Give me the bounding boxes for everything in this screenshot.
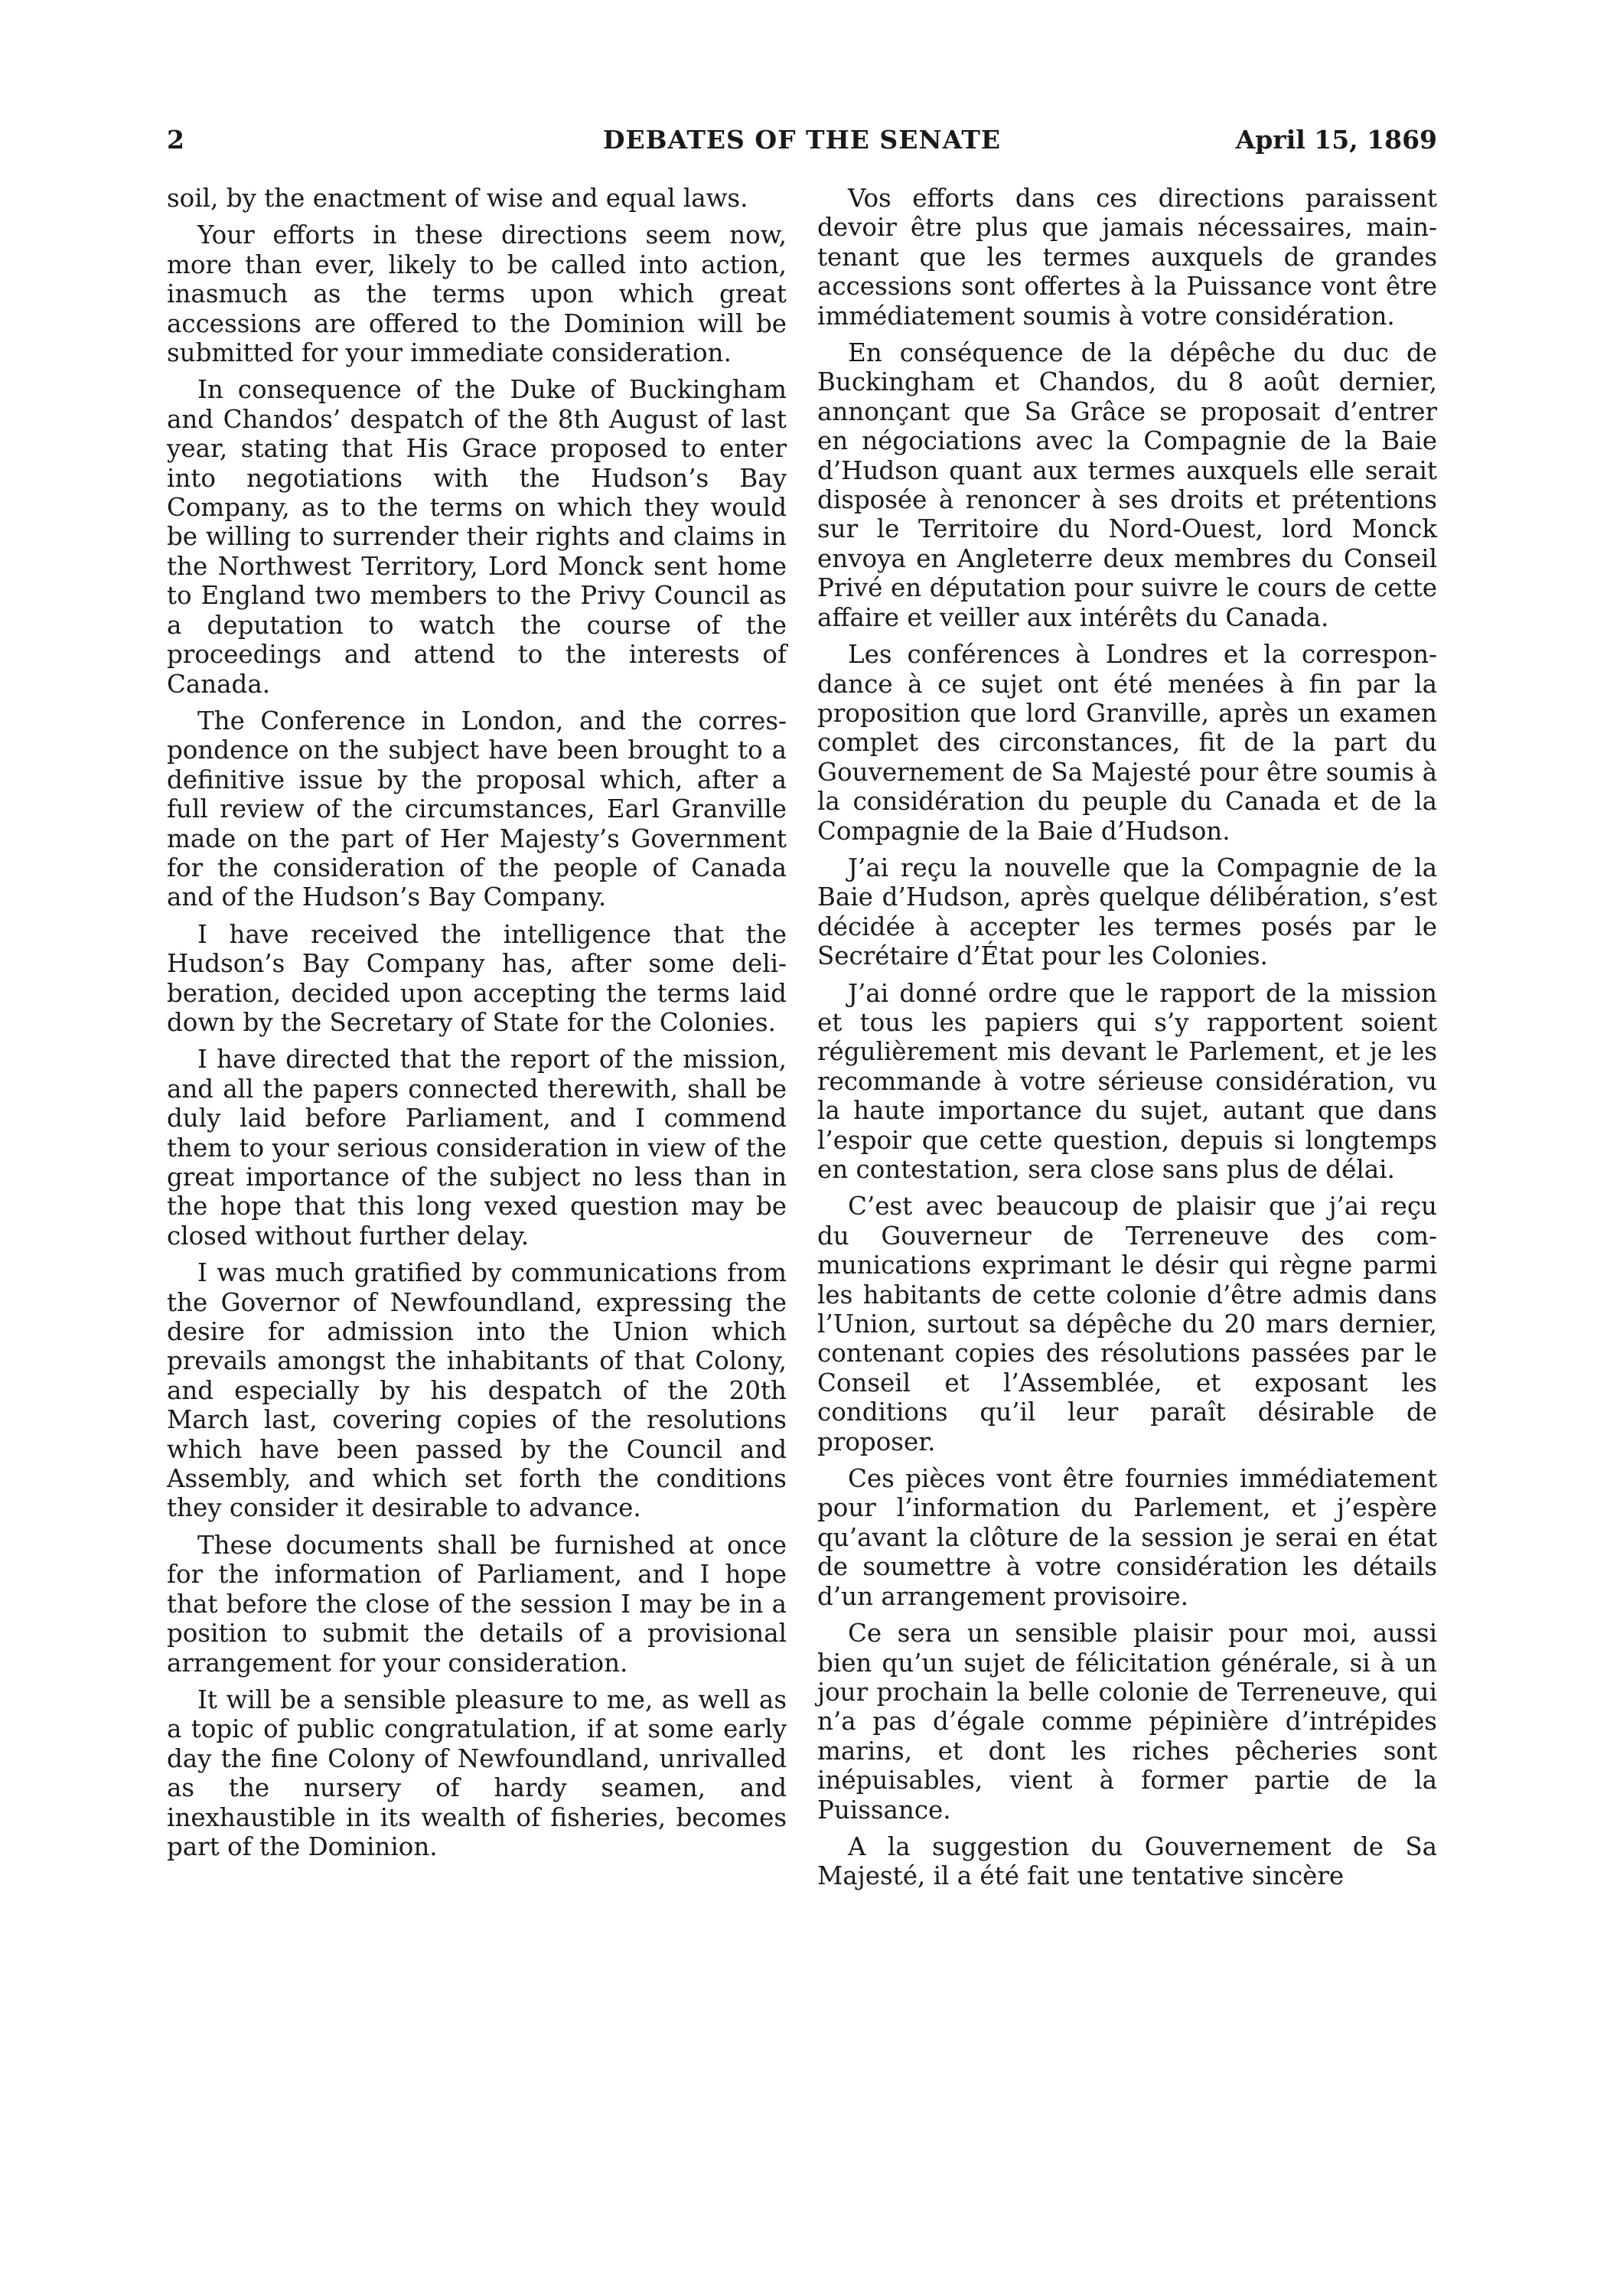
paragraph: These documents shall be furnished at once for the information of Parliament, and I hope that before the close of the session I may be in a position to submit the details of a provisional arrangement for your consideration. [167, 1530, 787, 1678]
running-title: DEBATES OF THE SENATE [602, 125, 1002, 155]
paragraph: Ces pièces vont être fournies immédiatement pour l’information du Parlement, et j’espère qu’avant la clôture de la session je serai en état de soumettre à votre considération les détails d’un arrangement provisoire. [817, 1464, 1437, 1611]
paragraph: In consequence of the Duke of Buckingham and Chandos’ despatch of the 8th August of last year, stating that His Grace proposed to enter into negotiations with the Hudson’s Bay Company, as to the terms on which they would be willing to surrender their rights and claims in the Northwest Territory, Lord Monck sent home to England two members to the Privy Council as a deputation to watch the course of the proceedings and attend to the interests of Canada. [167, 375, 787, 699]
paragraph: Your efforts in these directions seem now, more than ever, likely to be called into action, inasmuch as the terms upon which great accessions are offered to the Dominion will be submitted for your immediate consideration. [167, 220, 787, 368]
french-column [817, 184, 1437, 1899]
paragraph: I was much gratified by communications from the Governor of Newfoundland, expressing the desire for admission into the Union which prevails amongst the inhabitants of that Colony, and especially by his despatch of the 20th March last, covering copies of the resolutions which have been passed by the Council and Assembly, and which set forth the conditions they consider it desirable to advance. [167, 1258, 787, 1523]
paragraph: It will be a sensible pleasure to me, as well as a topic of public congratulation, if at some early day the fine Colony of Newfoundland, unrivalled as the nursery of hardy seamen, and inexhaustible in its wealth of fisheries, becomes part of the Dominion. [167, 1684, 787, 1861]
english-column [167, 184, 787, 1869]
paragraph: J’ai reçu la nouvelle que la Compagnie de la Baie d’Hudson, après quelque délibération, s’est décidée à accepter les termes posés par le Secrétaire d’État pour les Colonies. [817, 853, 1437, 971]
paragraph: Les conférences à Londres et la correspondance à ce sujet ont été menées à fin par la proposition que lord Granville, après un examen complet des circonstances, fit de la part du Gouvernement de Sa Majesté pour être soumis à la considération du peuple du Canada et de la Compagnie de la Baie d’Hudson. [817, 640, 1437, 846]
paragraph: I have received the intelligence that the Hudson’s Bay Company has, after some deliberation, decided upon accepting the terms laid down by the Secretary of State for the Colonies. [167, 919, 787, 1037]
paragraph: soil, by the enactment of wise and equal laws. [167, 184, 748, 213]
paragraph: C’est avec beaucoup de plaisir que j’ai reçu du Gouverneur de Terreneuve des communications exprimant le désir qui règne parmi les habitants de cette colonie d’être admis dans l’Union, surtout sa dépêche du 20 mars dernier, contenant copies des résolutions passées par le Conseil et l’Assemblée, et exposant les conditions qu’il leur paraît désirable de proposer. [817, 1192, 1437, 1456]
paragraph: En conséquence de la dépêche du duc de Buckingham et Chandos, du 8 août dernier, annonçant que Sa Grâce se proposait d’entrer en négociations avec la Compagnie de la Baie d’Hudson quant aux termes auxquels elle serait disposée à renoncer à ses droits et prétentions sur le Territoire du Nord-Ouest, lord Monck envoya en Angleterre deux membres du Conseil Privé en députation pour suivre le cours de cette affaire et veiller aux intérêts du Canada. [817, 338, 1437, 632]
page-header [167, 121, 1437, 159]
header-date: April 15, 1869 [1235, 125, 1437, 155]
paragraph: Ce sera un sensible plaisir pour moi, aussi bien qu’un sujet de félicitation générale, si à un jour prochain la belle colonie de Terreneuve, qui n’a pas d’égale comme pépinière d’intrépides marins, et dont les riches pêcheries sont inépuisables, vient à former partie de la Puissance. [817, 1619, 1437, 1825]
paragraph: J’ai donné ordre que le rapport de la mission et tous les papiers qui s’y rapportent soient régulièrement mis devant le Parlement, et je les recommande à votre sérieuse considération, vu la haute importance du sujet, autant que dans l’espoir que cette question, depuis si longtemps en contestation, sera close sans plus de délai. [817, 978, 1437, 1184]
paragraph: I have directed that the report of the mission, and all the papers connected therewith, shall be duly laid before Parliament, and I commend them to your serious consideration in view of the great importance of the subject no less than in the hope that this long vexed question may be closed without further delay. [167, 1045, 787, 1251]
paragraph: Vos efforts dans ces directions paraissent devoir être plus que jamais nécessaires, maintenant que les termes auxquels de grandes accessions sont offertes à la Puissance vont être immédiatement soumis à votre considération. [817, 184, 1437, 331]
page-number: 2 [167, 125, 184, 155]
paragraph: The Conference in London, and the correspondence on the subject have been brought to a definitive issue by the proposal which, after a full review of the circumstances, Earl Granville made on the part of Her Majesty’s Government for the consideration of the people of Canada and of the Hudson’s Bay Company. [167, 706, 787, 912]
paragraph: A la suggestion du Gouvernement de Sa Majesté, il a été fait une tentative sincère [817, 1831, 1437, 1891]
